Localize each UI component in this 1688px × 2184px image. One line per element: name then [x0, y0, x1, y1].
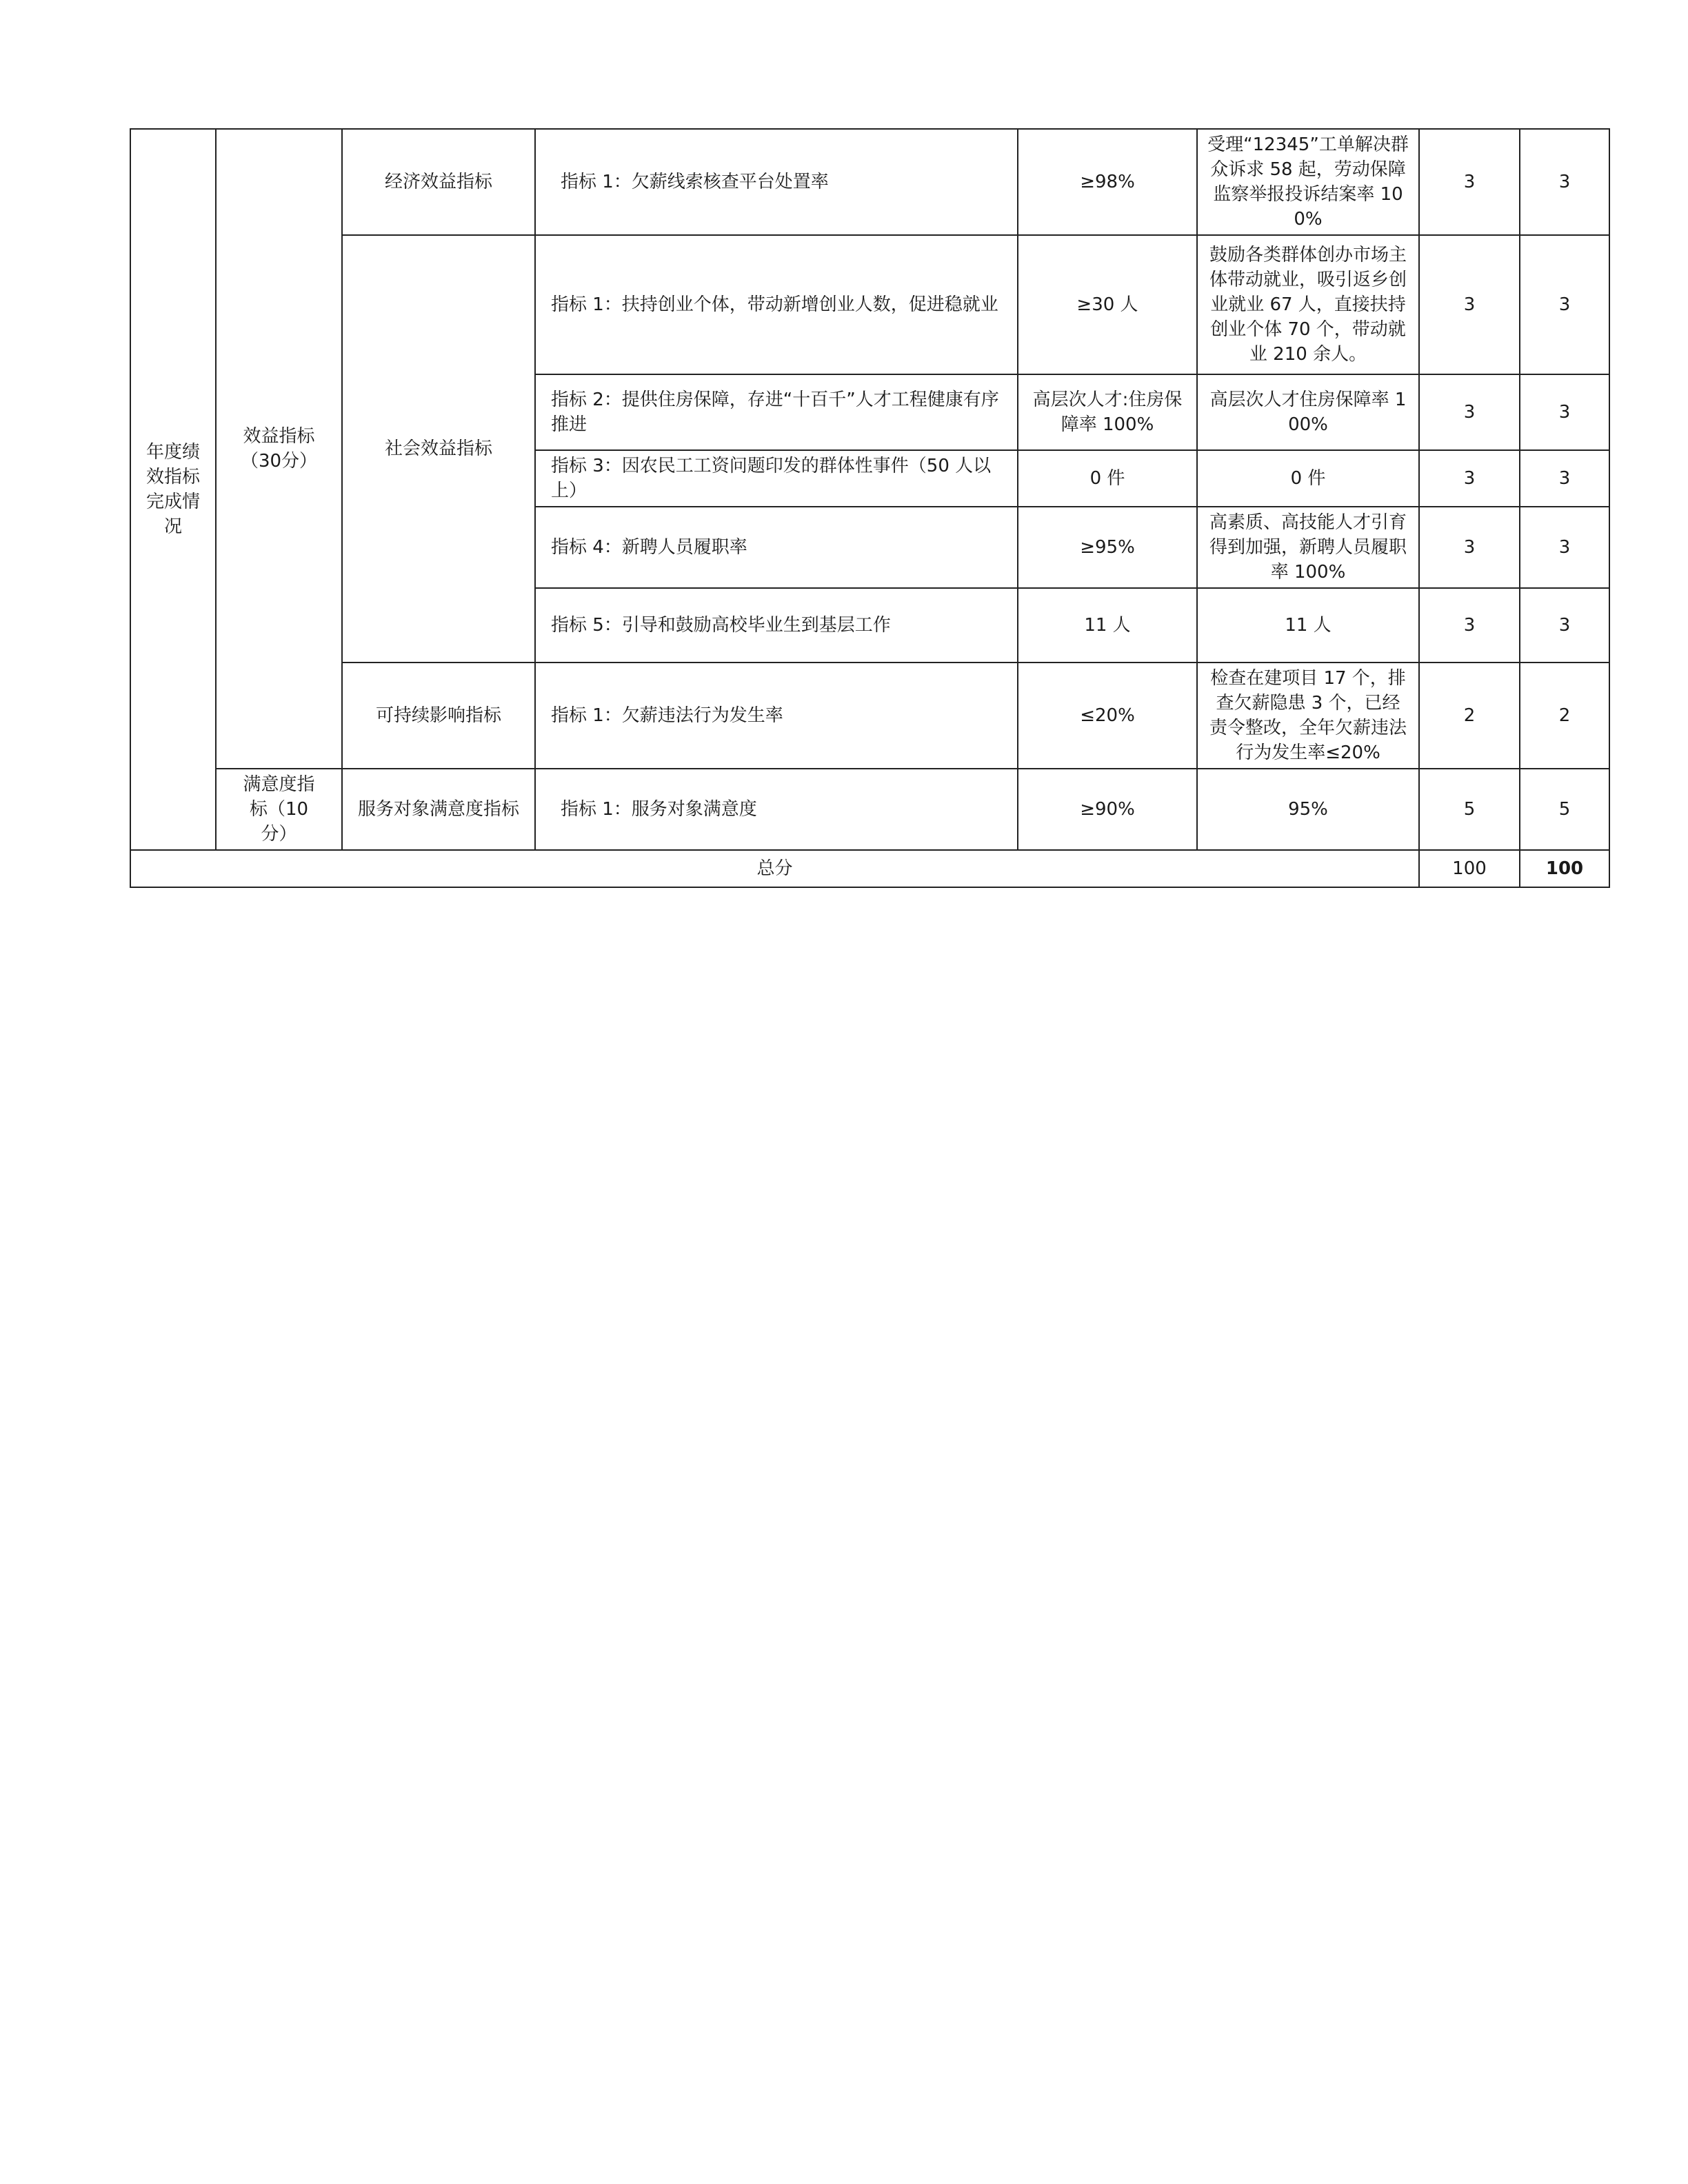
actual-value: 检查在建项目 17 个，排查欠薪隐患 3 个，已经责令整改，全年欠薪违法行为发生率≤20%: [1209, 668, 1407, 763]
actual-cell: [1197, 588, 1419, 663]
actual-value: 高层次人才住房保障率 100%: [1209, 390, 1407, 435]
weight-cell: [1419, 129, 1520, 235]
indicator-text: 指标 3：因农民工工资问题印发的群体性事件（50 人以上）: [551, 456, 992, 501]
table-row: [130, 663, 1609, 769]
subcategory-satisfaction-cell: [342, 769, 535, 850]
category-satisfaction-label: 满意度指标（10分）: [243, 774, 315, 845]
table-row: [130, 129, 1609, 235]
actual-value: 0 件: [1290, 468, 1326, 489]
target-cell: [1018, 235, 1197, 374]
table-row: [130, 769, 1609, 850]
target-cell: [1018, 507, 1197, 588]
weight-value: 3: [1463, 402, 1476, 423]
actual-value: 高素质、高技能人才引育得到加强，新聘人员履职率 100%: [1209, 512, 1407, 583]
weight-cell: [1419, 507, 1520, 588]
performance-indicator-table: [130, 128, 1610, 888]
score-cell: [1520, 769, 1609, 850]
total-row: [130, 850, 1609, 887]
total-score-value: 100: [1545, 858, 1584, 879]
indicator-cell: [535, 235, 1018, 374]
actual-cell: [1197, 235, 1419, 374]
target-value: 高层次人才:住房保障率 100%: [1032, 390, 1183, 435]
score-cell: [1520, 129, 1609, 235]
score-value: 3: [1558, 537, 1571, 558]
target-cell: [1018, 663, 1197, 769]
subcategory-social-cell: [342, 235, 535, 663]
actual-value: 95%: [1288, 799, 1328, 820]
actual-cell: [1197, 769, 1419, 850]
target-value: 11 人: [1084, 615, 1131, 636]
category-satisfaction-cell: [216, 769, 342, 850]
indicator-text: 指标 5：引导和鼓励高校毕业生到基层工作: [551, 615, 891, 636]
score-cell: [1520, 663, 1609, 769]
score-value: 3: [1558, 468, 1571, 489]
actual-cell: [1197, 450, 1419, 507]
category-benefit-label: 效益指标（30分）: [240, 426, 318, 472]
indicator-text: 指标 1：欠薪线索核查平台处置率: [561, 172, 829, 192]
indicator-text: 指标 1：扶持创业个体，带动新增创业人数，促进稳就业: [551, 294, 998, 315]
actual-cell: [1197, 663, 1419, 769]
score-cell: [1520, 235, 1609, 374]
weight-value: 2: [1463, 705, 1476, 726]
weight-value: 3: [1463, 294, 1476, 315]
target-cell: [1018, 374, 1197, 450]
score-cell: [1520, 507, 1609, 588]
indicator-cell: [535, 374, 1018, 450]
subcategory-sustainable-label: 可持续影响指标: [375, 705, 501, 726]
actual-value: 受理“12345”工单解决群众诉求 58 起，劳动保障监察举报投诉结案率 100%: [1207, 134, 1409, 230]
weight-cell: [1419, 769, 1520, 850]
actual-cell: [1197, 374, 1419, 450]
target-value: ≥90%: [1080, 799, 1135, 820]
weight-value: 3: [1463, 172, 1476, 192]
target-value: ≥30 人: [1076, 294, 1138, 315]
weight-value: 3: [1463, 468, 1476, 489]
weight-cell: [1419, 235, 1520, 374]
indicator-cell: [535, 450, 1018, 507]
weight-value: 3: [1463, 537, 1476, 558]
target-value: ≥98%: [1080, 172, 1135, 192]
score-value: 5: [1558, 799, 1571, 820]
target-cell: [1018, 450, 1197, 507]
target-value: ≤20%: [1080, 705, 1135, 726]
subcategory-sustainable-cell: [342, 663, 535, 769]
score-cell: [1520, 588, 1609, 663]
indicator-cell: [535, 588, 1018, 663]
total-weight-cell: [1419, 850, 1520, 887]
target-cell: [1018, 769, 1197, 850]
target-value: 0 件: [1089, 468, 1125, 489]
target-cell: [1018, 129, 1197, 235]
score-value: 3: [1558, 172, 1571, 192]
subcategory-economic-cell: [342, 129, 535, 235]
indicator-text: 指标 1：欠薪违法行为发生率: [551, 705, 783, 726]
indicator-cell: [535, 129, 1018, 235]
total-label-cell: [130, 850, 1419, 887]
actual-cell: [1197, 129, 1419, 235]
subcategory-economic-label: 经济效益指标: [384, 172, 492, 192]
score-value: 3: [1558, 294, 1571, 315]
subcategory-satisfaction-label: 服务对象满意度指标: [357, 799, 519, 820]
indicator-cell: [535, 769, 1018, 850]
indicator-text: 指标 2：提供住房保障，存进“十百千”人才工程健康有序推进: [551, 390, 999, 435]
total-weight-value: 100: [1452, 858, 1487, 879]
weight-value: 5: [1463, 799, 1476, 820]
weight-value: 3: [1463, 615, 1476, 636]
weight-cell: [1419, 374, 1520, 450]
indicator-cell: [535, 663, 1018, 769]
target-cell: [1018, 588, 1197, 663]
weight-cell: [1419, 450, 1520, 507]
score-value: 3: [1558, 615, 1571, 636]
section-label-cell: [130, 129, 216, 850]
section-label: 年度绩效指标完成情况: [145, 442, 200, 537]
indicator-cell: [535, 507, 1018, 588]
actual-value: 鼓励各类群体创办市场主体带动就业，吸引返乡创业就业 67 人，直接扶持创业个体 70 个，带动就业 210 余人。: [1209, 245, 1407, 365]
score-cell: [1520, 450, 1609, 507]
weight-cell: [1419, 663, 1520, 769]
score-value: 2: [1558, 705, 1571, 726]
subcategory-social-label: 社会效益指标: [384, 438, 492, 459]
total-score-cell: [1520, 850, 1609, 887]
actual-value: 11 人: [1285, 615, 1332, 636]
weight-cell: [1419, 588, 1520, 663]
indicator-text: 指标 4：新聘人员履职率: [551, 537, 747, 558]
total-label: 总分: [756, 858, 793, 879]
score-cell: [1520, 374, 1609, 450]
target-value: ≥95%: [1080, 537, 1135, 558]
actual-cell: [1197, 507, 1419, 588]
indicator-text: 指标 1：服务对象满意度: [561, 799, 757, 820]
category-benefit-cell: [216, 129, 342, 769]
score-value: 3: [1558, 402, 1571, 423]
table-row: [130, 235, 1609, 374]
